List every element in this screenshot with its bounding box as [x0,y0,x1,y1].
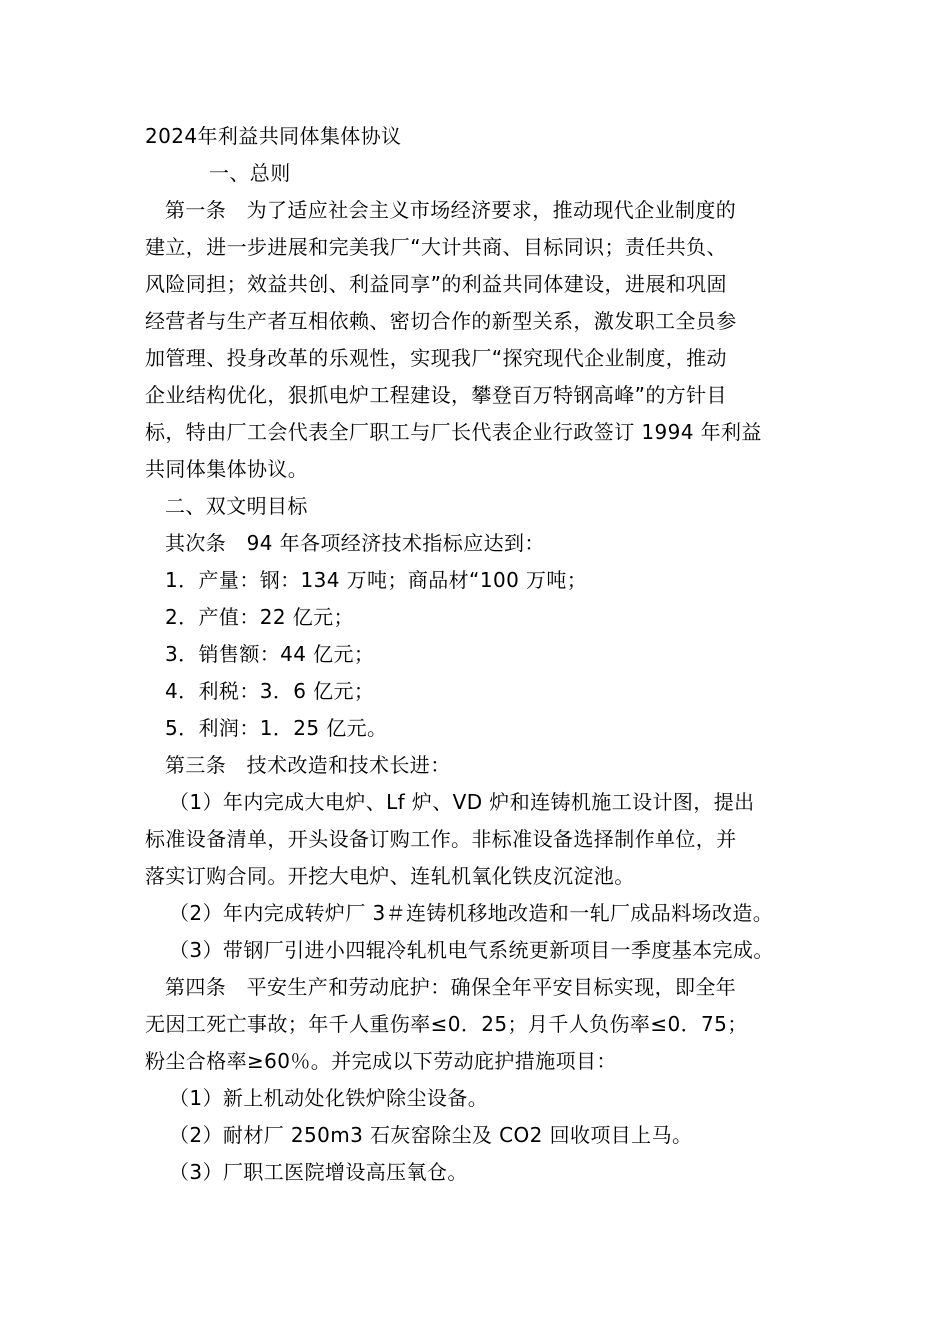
document-title: 2024年利益共同体集体协议 [145,124,402,148]
article-3-item-1-line-2: 标准设备清单，开头设备订购工作。非标准设备选择制作单位，并 [145,827,737,851]
article-1-line-4: 经营者与生产者互相依赖、密切合作的新型关系，激发职工全员参 [145,309,737,333]
article-4-item-2: （2）耐材厂 250m3 石灰窑除尘及 CO2 回收项目上马。 [169,1123,693,1147]
article-1-line-7: 标，特由厂工会代表全厂职工与厂长代表企业行政签订 1994 年利益 [145,420,762,444]
article-1-line-2: 建立，进一步进展和完美我厂“大计共商、目标同识；责任共负、 [145,235,727,259]
section-heading-goals: 二、双文明目标 [165,494,308,518]
article-1-line-1: 第一条 为了适应社会主义市场经济要求，推动现代企业制度的 [165,198,737,222]
document-page [145,118,815,1191]
list-item-profit: 5．利润：1．25 亿元。 [165,716,388,740]
list-item-value: 2．产值：22 亿元； [165,605,354,629]
list-item-output: 1．产量：钢：134 万吨；商品材“100 万吨； [165,568,588,592]
article-3-item-2: （2）年内完成转炉厂 3＃连铸机移地改造和一轧厂成品料场改造。 [169,901,774,925]
article-1-line-3: 风险同担；效益共创、利益同享”的利益共同体建设，进展和巩固 [145,272,727,296]
list-item-sales: 3．销售额：44 亿元； [165,642,375,666]
article-4-line-2: 无因工死亡事故；年千人重伤率≤0．25；月千人负伤率≤0．75； [145,1012,748,1036]
article-3-line-1: 第三条 技术改造和技术长进： [165,753,451,777]
article-3-item-3: （3）带钢厂引进小四辊冷轧机电气系统更新项目一季度基本完成。 [169,938,774,962]
article-4-line-3: 粉尘合格率≥60％。并完成以下劳动庇护措施项目： [145,1049,617,1073]
article-3-item-1-line-1: （1）年内完成大电炉、Lf 炉、VD 炉和连铸机施工设计图，提出 [169,790,755,814]
article-1-line-6: 企业结构优化，狠抓电炉工程建设，攀登百万特钢高峰”的方针目 [145,383,727,407]
list-item-taxes: 4．利税：3．6 亿元； [165,679,375,703]
article-1-line-8: 共同体集体协议。 [145,457,309,481]
article-3-item-1-line-3: 落实订购合同。开挖大电炉、连轧机氧化铁皮沉淀池。 [145,864,635,888]
section-heading-general: 一、总则 [209,161,291,185]
article-4-item-3: （3）厂职工医院增设高压氧仓。 [169,1160,468,1184]
article-2-line-1: 其次条 94 年各项经济技术指标应达到： [165,531,545,555]
article-4-line-1: 第四条 平安生产和劳动庇护：确保全年平安目标实现，即全年 [165,975,737,999]
article-1-line-5: 加管理、投身改革的乐观性，实现我厂“探究现代企业制度，推动 [145,346,727,370]
article-4-item-1: （1）新上机动处化铁炉除尘设备。 [169,1086,489,1110]
